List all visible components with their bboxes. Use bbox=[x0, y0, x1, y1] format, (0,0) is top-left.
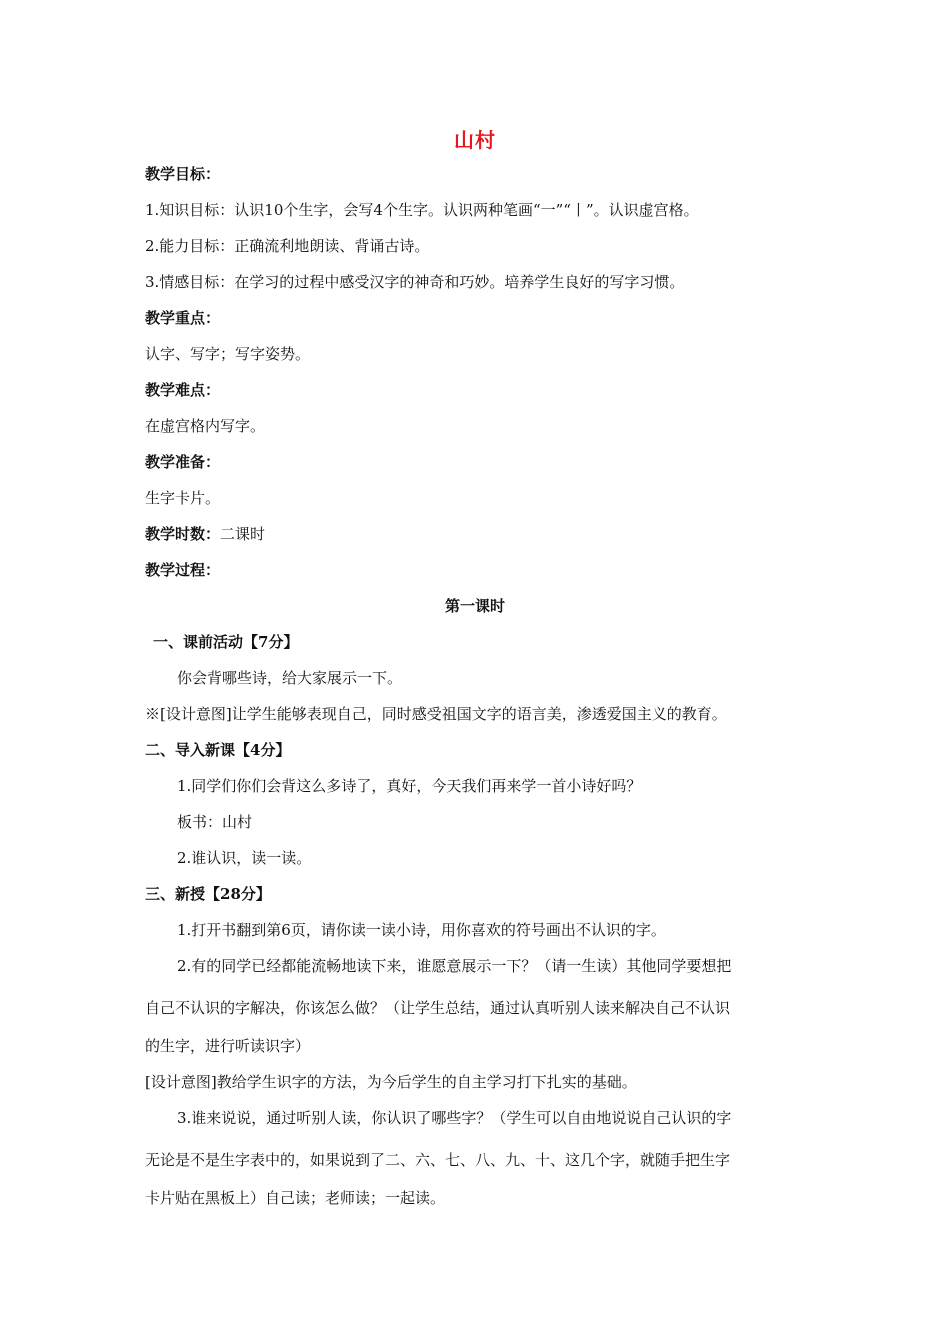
paragraph-line: 1.知识目标：认识10个生字，会写4个生字。认识两种笔画“一”“丨”。认识虚宫格。 bbox=[145, 201, 699, 219]
class-hours-value: 二课时 bbox=[220, 525, 266, 543]
paragraph-line: 3.情感目标：在学习的过程中感受汉字的神奇和巧妙。培养学生良好的写字习惯。 bbox=[145, 273, 685, 291]
class-hours-label: 教学时数： bbox=[145, 525, 221, 543]
paragraph-line: 的生字，进行听读识字） bbox=[145, 1037, 311, 1055]
paragraph-line: ※[设计意图]让学生能够表现自己，同时感受祖国文字的语言美，渗透爱国主义的教育。 bbox=[145, 705, 727, 723]
paragraph-line: 2.有的同学已经都能流畅地读下来，谁愿意展示一下？（请一生读）其他同学要想把 bbox=[177, 957, 732, 975]
section-heading: 二、导入新课【4分】 bbox=[145, 741, 291, 759]
paragraph-line: 生字卡片。 bbox=[145, 489, 221, 507]
section-heading: 教学重点： bbox=[145, 309, 221, 327]
class-hours-line bbox=[145, 524, 825, 544]
document-title: 山村 bbox=[454, 128, 496, 152]
section-heading: 教学目标： bbox=[145, 165, 221, 183]
paragraph-line: 3.谁来说说，通过听别人读，你认识了哪些字？（学生可以自由地说说自己认识的字 bbox=[177, 1109, 732, 1127]
paragraph-line: 认字、写字；写字姿势。 bbox=[145, 345, 311, 363]
section-heading: 教学过程： bbox=[145, 561, 221, 579]
section-heading: 教学难点： bbox=[145, 381, 221, 399]
paragraph-line: 2.能力目标：正确流利地朗读、背诵古诗。 bbox=[145, 237, 430, 255]
paragraph-line: 板书：山村 bbox=[177, 813, 253, 831]
paragraph-line: 1.打开书翻到第6页，请你读一读小诗，用你喜欢的符号画出不认识的字。 bbox=[177, 921, 666, 939]
paragraph-line: 无论是不是生字表中的，如果说到了二、六、七、八、九、十、这几个字，就随手把生字 bbox=[145, 1151, 731, 1169]
section-heading: 教学准备： bbox=[145, 453, 221, 471]
paragraph-line: 1.同学们你们会背这么多诗了，真好，今天我们再来学一首小诗好吗？ bbox=[177, 777, 642, 795]
paragraph-line: [设计意图]教给学生识字的方法，为今后学生的自主学习打下扎实的基础。 bbox=[145, 1073, 637, 1091]
section-heading: 一、课前活动【7分】 bbox=[153, 633, 299, 651]
paragraph-line: 自己不认识的字解决，你该怎么做？（让学生总结，通过认真听别人读来解决自己不认识 bbox=[145, 999, 731, 1017]
paragraph-line: 在虚宫格内写字。 bbox=[145, 417, 266, 435]
paragraph-line: 2.谁认识，读一读。 bbox=[177, 849, 312, 867]
section-heading: 第一课时 bbox=[444, 597, 505, 615]
paragraph-line: 卡片贴在黑板上）自己读；老师读；一起读。 bbox=[145, 1189, 446, 1207]
section-heading: 三、新授【28分】 bbox=[145, 885, 271, 903]
paragraph-line: 你会背哪些诗，给大家展示一下。 bbox=[177, 669, 403, 687]
